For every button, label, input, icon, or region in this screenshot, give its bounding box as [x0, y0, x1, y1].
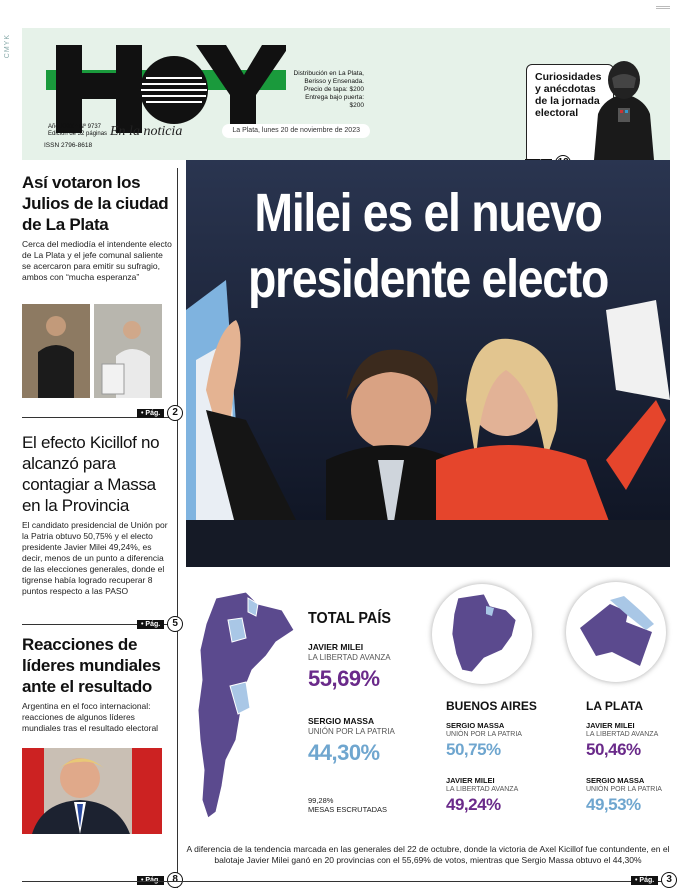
column-rule [177, 168, 178, 888]
party-name: UNIÓN POR LA PATRIA [308, 727, 395, 736]
page-ref-label: • Pág. [137, 876, 164, 885]
vote-percent: 49,53% [586, 795, 641, 814]
page-ref[interactable] [137, 872, 183, 888]
buenos-aires-map [432, 584, 532, 684]
edition-pages: Edición de 32 páginas [48, 131, 108, 137]
vote-percent: 55,69% [308, 666, 380, 691]
story-reacciones[interactable] [22, 634, 172, 734]
page-ref-label: • Pág. [631, 876, 658, 885]
ba-massa [446, 721, 522, 760]
story-headline: Así votaron los Julios de la ciudad de La Plata [22, 173, 169, 234]
party-name: UNIÓN POR LA PATRIA [446, 731, 522, 738]
party-name: LA LIBERTAD AVANZA [586, 731, 659, 738]
la-plata-map [566, 582, 666, 682]
province-shape [432, 584, 532, 684]
page-ref-number: 3 [661, 872, 677, 888]
lp-milei [586, 721, 658, 760]
party-name: LA LIBERTAD AVANZA [446, 786, 519, 793]
vote-percent: 49,24% [446, 795, 501, 814]
issn: ISSN 2796-8618 [44, 142, 93, 149]
page-ref-label: • Pág. [137, 409, 164, 418]
candidate-name: SERGIO MASSA [586, 776, 645, 785]
scrutiny-percent: 99,28% [308, 796, 334, 805]
darth-vader-figure [584, 54, 664, 160]
party-name: LA LIBERTAD AVANZA [308, 653, 391, 662]
issue-meta [48, 124, 118, 138]
cmyk-mark: CMYK [4, 34, 11, 59]
story-kicillof[interactable] [22, 432, 172, 597]
buenos-aires-title: BUENOS AIRES [446, 699, 537, 713]
city-shape [566, 582, 666, 682]
tagline: En la noticia [110, 124, 183, 139]
headline-line: Milei es el nuevo [254, 183, 602, 243]
price-line: Precio de tapa: $200 [304, 86, 364, 93]
ba-milei [446, 776, 518, 815]
candidate-name: SERGIO MASSA [446, 721, 505, 730]
page-ref-number: 5 [167, 616, 183, 632]
national-results-title: TOTAL PAÍS [308, 610, 391, 627]
vote-percent: 50,75% [446, 740, 501, 759]
page-ref-number: 8 [167, 872, 183, 888]
candidate-name: JAVIER MILEI [446, 776, 495, 785]
headline-line: presidente electo [247, 249, 609, 309]
page-ref[interactable] [137, 405, 183, 421]
story-body: Cerca del mediodía el intendente electo de La Plata y el jefe comunal saliente se acercaron para emitir su sufragio, ambos con “mucha esperanza” [22, 239, 172, 282]
party-name: UNIÓN POR LA PATRIA [586, 786, 662, 793]
promo-line: electoral [535, 107, 579, 119]
story-body: Argentina en el foco internacional: reacciones de algunos líderes mundiales tras el resultado electoral [22, 701, 159, 733]
story-headline: Reacciones de líderes mundiales ante el resultado [22, 635, 161, 696]
page-ref-label: • Pág. [137, 620, 164, 629]
distribution-line: Distribución en La Plata, [293, 70, 364, 77]
main-headline [220, 180, 636, 312]
distribution-line: Berisso y Ensenada. [304, 78, 364, 85]
page-ref-number: 2 [167, 405, 183, 421]
page-ref[interactable] [137, 616, 183, 632]
scrutiny [308, 796, 387, 814]
promo-line: Curiosidades [535, 71, 602, 83]
candidate-name: JAVIER MILEI [308, 642, 364, 652]
vote-percent: 44,30% [308, 740, 380, 765]
delivery-price-line: Entrega bajo puerta: $200 [305, 94, 364, 109]
dateline: La Plata, lunes 20 de noviembre de 2023 [222, 124, 370, 138]
voting-photo [22, 304, 162, 398]
world-leader-photo [22, 748, 162, 834]
registration-mark [656, 6, 670, 9]
page-ref[interactable] [631, 872, 677, 888]
scrutiny-label: MESAS ESCRUTADAS [308, 805, 388, 814]
lp-massa [586, 776, 662, 815]
issue-number: Año XXIX • Nº 9737 [48, 124, 101, 130]
la-plata-title: LA PLATA [586, 699, 644, 713]
national-milei [308, 642, 391, 692]
story-body: El candidato presidencial de Unión por la Patria obtuvo 50,75% y el electo presidente Javier Milei 49,24%, es decir, menos de un punto a diferencia de las elecciones generales, donde el tigrense había logrado recuperar 8 puntos respecto a las PASO [22, 520, 168, 596]
vote-percent: 50,46% [586, 740, 641, 759]
results-caption: A diferencia de la tendencia marcada en las generales del 22 de octubre, donde la victoria de Axel Kicillof fue contundente, en el balotaje Javier Milei ganó en 20 provincias con el 55,69% de votos, mientras que Sergio Massa obtuvo el 44,30% [186, 844, 670, 865]
bottom-rule [22, 881, 670, 882]
hero-photo[interactable] [186, 160, 670, 567]
argentina-map [186, 590, 296, 820]
story-headline: El efecto Kicillof no alcanzó para contagiar a Massa en la Provincia [22, 433, 160, 515]
national-massa [308, 716, 395, 766]
promo-line: y anécdotas [535, 83, 596, 95]
distribution-info [290, 70, 364, 110]
candidate-name: JAVIER MILEI [586, 721, 635, 730]
masthead [22, 28, 670, 160]
promo-line: de la jornada [535, 95, 600, 107]
candidate-name: SERGIO MASSA [308, 716, 375, 726]
story-julios[interactable] [22, 172, 172, 283]
